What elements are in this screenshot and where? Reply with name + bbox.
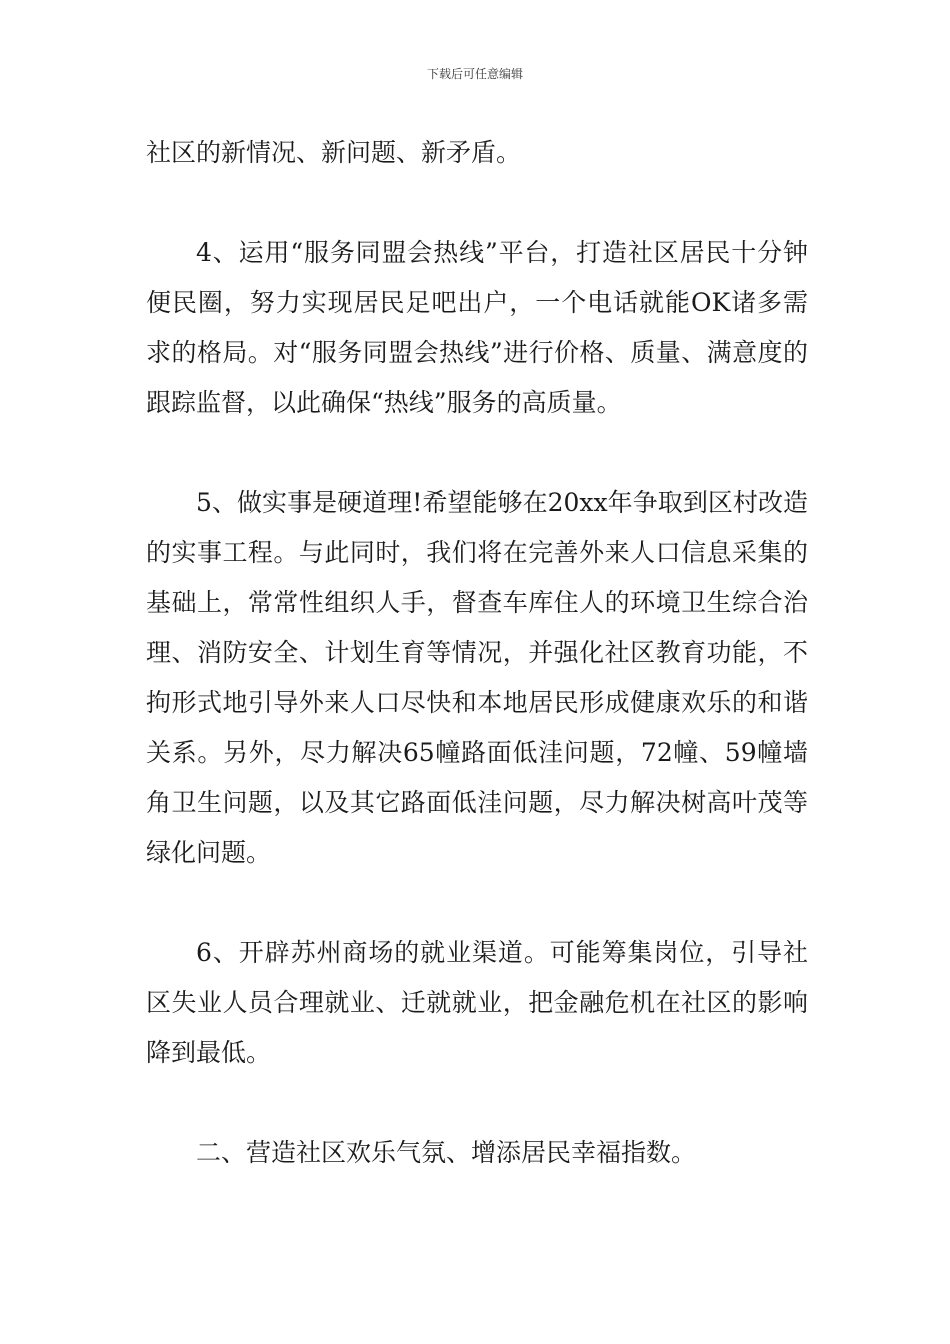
paragraph-gap xyxy=(146,878,808,928)
paragraph-gap xyxy=(146,428,808,478)
document-body xyxy=(146,128,808,1178)
paragraph-continuation: 社区的新情况、新问题、新矛盾。 xyxy=(146,138,522,167)
paragraph-item-6: 6、开辟苏州商场的就业渠道。可能筹集岗位，引导社区失业人员合理就业、迁就就业，把金融危机在社区的影响降到最低。 xyxy=(146,938,808,1067)
section-heading-2: 二、营造社区欢乐气氛、增添居民幸福指数。 xyxy=(196,1138,697,1167)
paragraph-item-4: 4、运用“服务同盟会热线”平台，打造社区居民十分钟便民圈，努力实现居民足吧出户，一个电话就能OK诸多需求的格局。对“服务同盟会热线”进行价格、质量、满意度的跟踪监督，以此确保“热线”服务的高质量。 xyxy=(146,238,808,417)
paragraph-item-5: 5、做实事是硬道理!希望能够在20xx年争取到区村改造的实事工程。与此同时，我们将在完善外来人口信息采集的基础上，常常性组织人手，督查车库住人的环境卫生综合治理、消防安全、计划生育等情况，并强化社区教育功能，不拘形式地引导外来人口尽快和本地居民形成健康欢乐的和谐关系。另外，尽力解决65幢路面低洼问题，72幢、59幢墙角卫生问题，以及其它路面低洼问题，尽力解决树高叶茂等绿化问题。 xyxy=(146,488,808,867)
paragraph-gap xyxy=(146,178,808,228)
page-header-note: 下载后可任意编辑 xyxy=(426,67,523,81)
paragraph-gap xyxy=(146,1078,808,1128)
